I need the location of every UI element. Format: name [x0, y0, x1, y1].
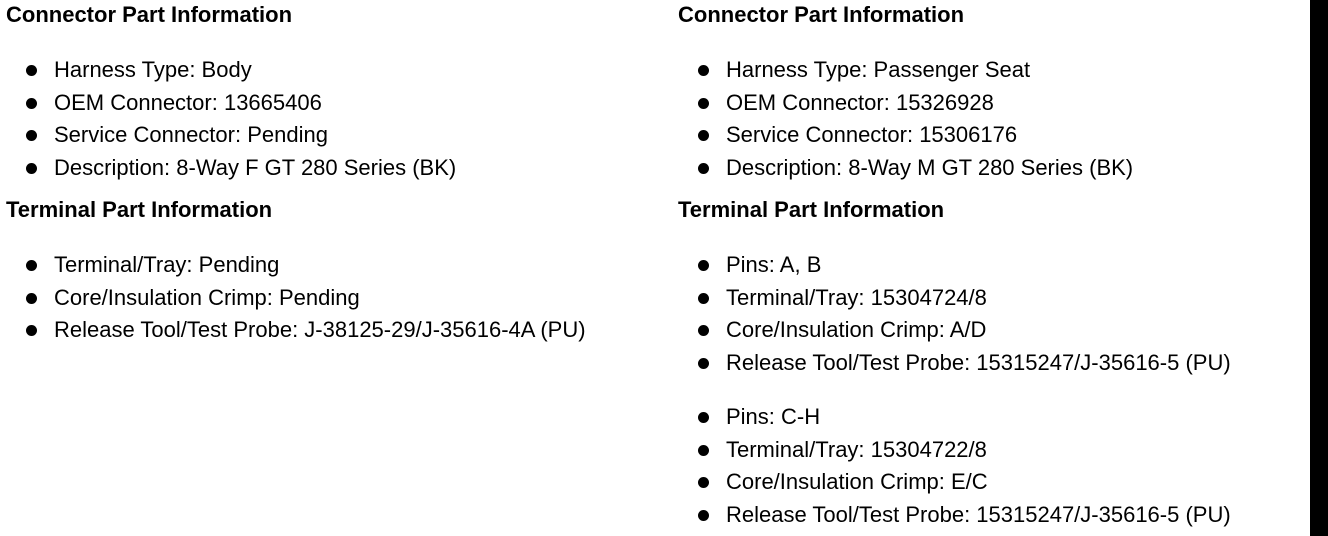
bullet-icon	[26, 163, 37, 174]
terminal-tray: Terminal/Tray: 15304722/8	[726, 436, 987, 462]
list-item	[678, 87, 1133, 120]
service-connector: Service Connector: Pending	[54, 122, 328, 147]
bullet-icon	[698, 325, 709, 336]
terminal-group-1-list	[678, 249, 1231, 379]
pins: Pins: C-H	[726, 404, 821, 429]
oem-connector: OEM Connector: 15326928	[726, 89, 994, 115]
list-item	[678, 282, 1231, 315]
list-item	[6, 249, 586, 282]
bullet-icon	[698, 163, 709, 174]
right-edge-bar	[1310, 0, 1328, 536]
description: Description: 8-Way M GT 280 Series (BK)	[726, 154, 1134, 180]
release-tool-test-probe: Release Tool/Test Probe: 15315247/J-35616-5 (PU)	[726, 501, 1231, 527]
terminal-tray: Terminal/Tray: 15304724/8	[726, 284, 987, 310]
terminal-part-heading: Terminal Part Information	[678, 197, 945, 222]
list-item	[678, 314, 1231, 347]
core-insulation-crimp: Core/Insulation Crimp: E/C	[726, 469, 988, 494]
bullet-icon	[698, 510, 709, 521]
bullet-icon	[698, 477, 709, 488]
list-item	[678, 499, 1231, 532]
list-item	[678, 434, 1231, 467]
oem-connector: OEM Connector: 13665406	[54, 89, 322, 115]
connector-part-heading: Connector Part Information	[678, 2, 965, 27]
bullet-icon	[698, 260, 709, 271]
service-connector: Service Connector: 15306176	[726, 122, 1018, 147]
list-item	[678, 466, 1231, 499]
terminal-tray: Terminal/Tray: Pending	[54, 252, 280, 277]
list-item	[678, 249, 1231, 282]
bullet-icon	[698, 130, 709, 141]
harness-type: Harness Type: Passenger Seat	[726, 57, 1031, 82]
list-item	[678, 401, 1231, 434]
release-tool-test-probe: Release Tool/Test Probe: 15315247/J-35616-5 (PU)	[726, 349, 1231, 375]
bullet-icon	[26, 130, 37, 141]
list-item	[6, 119, 456, 152]
terminal-part-list	[6, 249, 586, 347]
list-item	[6, 314, 586, 347]
bullet-icon	[698, 293, 709, 304]
pins: Pins: A, B	[726, 252, 822, 277]
list-item	[6, 87, 456, 120]
connector-part-list	[678, 54, 1133, 184]
bullet-icon	[26, 98, 37, 109]
list-item	[678, 119, 1133, 152]
core-insulation-crimp: Core/Insulation Crimp: A/D	[726, 317, 987, 342]
terminal-part-heading: Terminal Part Information	[6, 197, 273, 222]
description: Description: 8-Way F GT 280 Series (BK)	[54, 154, 457, 180]
list-item	[678, 347, 1231, 380]
list-item	[6, 282, 586, 315]
bullet-icon	[698, 412, 709, 423]
connector-part-list	[6, 54, 456, 184]
harness-type: Harness Type: Body	[54, 57, 252, 82]
bullet-icon	[698, 445, 709, 456]
core-insulation-crimp: Core/Insulation Crimp: Pending	[54, 284, 360, 310]
bullet-icon	[26, 260, 37, 271]
bullet-icon	[26, 293, 37, 304]
bullet-icon	[26, 325, 37, 336]
bullet-icon	[698, 358, 709, 369]
list-item	[678, 152, 1133, 185]
bullet-icon	[698, 65, 709, 76]
release-tool-test-probe: Release Tool/Test Probe: J-38125-29/J-35616-4A (PU)	[54, 317, 586, 342]
connector-part-heading: Connector Part Information	[6, 2, 293, 27]
list-item	[6, 54, 456, 87]
list-item	[678, 54, 1133, 87]
terminal-group-2-list	[678, 401, 1231, 531]
bullet-icon	[26, 65, 37, 76]
bullet-icon	[698, 98, 709, 109]
list-item	[6, 152, 456, 185]
